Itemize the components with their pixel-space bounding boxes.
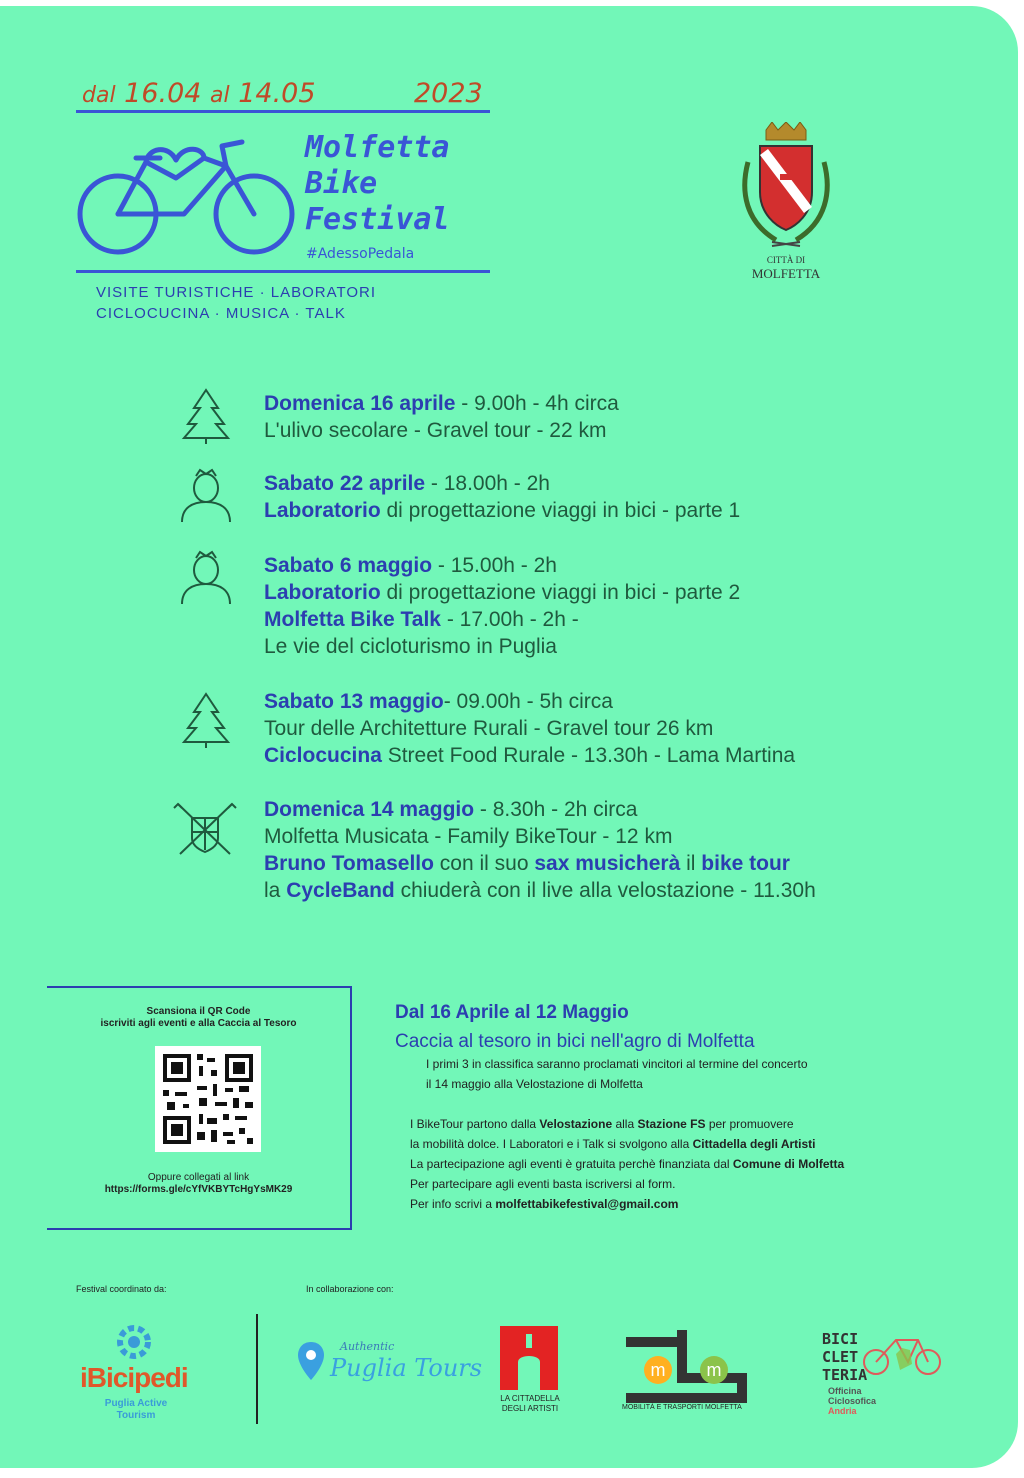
svg-text:m: m [706,1360,722,1380]
event-3-line2: Laboratorio di progettazione viaggi in bici - parte 2 [264,581,741,604]
apulia-tours-top: Authentic [340,1340,395,1353]
treasure-notes [426,1054,808,1094]
event-2 [264,470,740,524]
qr-box [47,986,352,1230]
bici-line: TERIA [822,1366,868,1384]
activities-line: CICLOCUCINA · MUSICA · TALK [96,305,346,322]
person-icon [178,546,234,606]
event-1 [264,390,619,444]
info-line-1: I BikeTour partono dalla Velostazione alla Stazione FS per promuovere [410,1117,794,1131]
treasure-title: Dal 16 Aprile al 12 Maggio [395,1002,629,1023]
festival-title [305,130,450,238]
bicycle-icon [862,1324,944,1384]
cittadella-line: LA CITTADELLA [500,1394,560,1403]
ibicipedi-sub-line: Puglia Active [104,1398,168,1409]
poster [0,6,1018,1468]
gear-icon [110,1318,158,1366]
cittadella-logo [500,1326,558,1390]
treasure-note: il 14 maggio alla Velostazione di Molfetta [426,1077,643,1091]
event-5-header: Domenica 14 maggio - 8.30h - 2h circa [264,798,638,821]
info-block [410,1114,844,1214]
crest-label-top: CITTÀ DI [766,255,806,265]
crest-label-bottom: MOLFETTA [751,266,821,281]
tree-icon [178,386,234,446]
info-line-3: La partecipazione agli eventi è gratuita perchè finanziata dal Comune di Molfetta [410,1157,845,1171]
bici-sub-line: Andria [828,1406,857,1416]
bike-heart-logo [76,126,298,264]
treasure-subtitle: Caccia al tesoro in bici nell'agro di Molfetta [395,1031,755,1052]
person-icon [178,464,234,524]
cittadella-label [496,1394,564,1414]
ibicipedi-subtitle [86,1398,186,1422]
qr-line: Oppure collegati al link [147,1172,250,1183]
qr-link-block [47,1172,350,1196]
mtm-logo [622,1328,772,1404]
coordinated-label: Festival coordinato da: [76,1284,167,1294]
svg-text:m: m [650,1360,666,1380]
city-crest-icon [172,798,238,858]
ibicipedi-logo: iBicipedi [80,1362,188,1393]
qr-link[interactable]: https://forms.gle/cYfVKBYTcHgYsMK29 [104,1184,293,1195]
cittadella-line: DEGLI ARTISTI [501,1404,559,1413]
event-5-line4: la CycleBand chiuderà con il live alla velostazione - 11.30h [264,879,816,902]
map-pin-icon [296,1340,326,1382]
ibicipedi-sub-line: Tourism [116,1410,156,1421]
bici-line: CLET [822,1348,859,1366]
title-line: Festival [305,202,450,237]
bici-sub-line: Ciclosofica [828,1396,877,1406]
apulia-tours-logo: Puglia Tours [330,1354,483,1382]
bici-line: BICI [822,1330,859,1348]
event-4 [264,688,795,769]
event-4-header: Sabato 13 maggio- 09.00h - 5h circa [264,690,613,713]
event-1-header: Domenica 16 aprile - 9.00h - 4h circa [264,392,619,415]
hashtag: #AdessoPedala [306,246,415,262]
qr-code[interactable] [155,1046,261,1152]
bici-subtitle [828,1386,876,1416]
event-3-line4: Le vie del cicloturismo in Puglia [264,635,557,658]
event-4-line2: Tour delle Architetture Rurali - Gravel tour 26 km [264,717,714,740]
title-line: Molfetta [305,130,450,165]
activities-line: VISITE TURISTICHE · LABORATORI [96,284,377,301]
collaboration-label: In collaborazione con: [306,1284,394,1294]
event-3-line3: Molfetta Bike Talk - 17.00h - 2h - [264,608,579,631]
info-line-5: Per info scrivi a molfettabikefestival@gmail.com [410,1197,679,1211]
info-line-4: Per partecipare agli eventi basta iscriversi al form. [410,1177,676,1191]
event-2-desc: Laboratorio di progettazione viaggi in bici - parte 1 [264,499,741,522]
mtm-label: MOBILITÀ E TRASPORTI MOLFETTA [622,1404,742,1411]
event-5-line3: Bruno Tomasello con il suo sax musicherà il bike tour [264,852,790,875]
event-3-header: Sabato 6 maggio - 15.00h - 2h [264,554,557,577]
event-3 [264,552,740,660]
title-line: Bike [305,166,378,201]
bici-sub-line: Officina [828,1386,862,1396]
contact-email[interactable]: molfettabikefestival@gmail.com [495,1197,679,1211]
activities-list [96,282,376,324]
info-line-2: la mobilità dolce. I Laboratori e i Talk si svolgono alla Cittadella degli Artisti [410,1137,816,1151]
qr-instructions [47,1006,350,1030]
event-4-line3: Ciclocucina Street Food Rurale - 13.30h - Lama Martina [264,744,796,767]
treasure-note: I primi 3 in classifica saranno proclamati vincitori al termine del concerto [426,1057,808,1071]
tree-icon [178,690,234,750]
event-5-line2: Molfetta Musicata - Family BikeTour - 12 km [264,825,673,848]
biciclet-teria-logo [822,1330,867,1384]
festival-dates: dal 16.04 al 14.05 [82,78,316,109]
header-bottom-rule [76,270,490,273]
festival-year: 2023 [414,78,483,109]
crest-label [730,254,842,280]
qr-line: Scansiona il QR Code [146,1006,251,1017]
event-1-desc: L'ulivo secolare - Gravel tour - 22 km [264,419,607,442]
header-top-rule [76,110,490,113]
event-2-header: Sabato 22 aprile - 18.00h - 2h [264,472,550,495]
city-crest-logo [736,122,836,254]
footer-divider [256,1314,258,1424]
qr-line: iscriviti agli eventi e alla Caccia al Tesoro [100,1018,297,1029]
event-5 [264,796,816,904]
